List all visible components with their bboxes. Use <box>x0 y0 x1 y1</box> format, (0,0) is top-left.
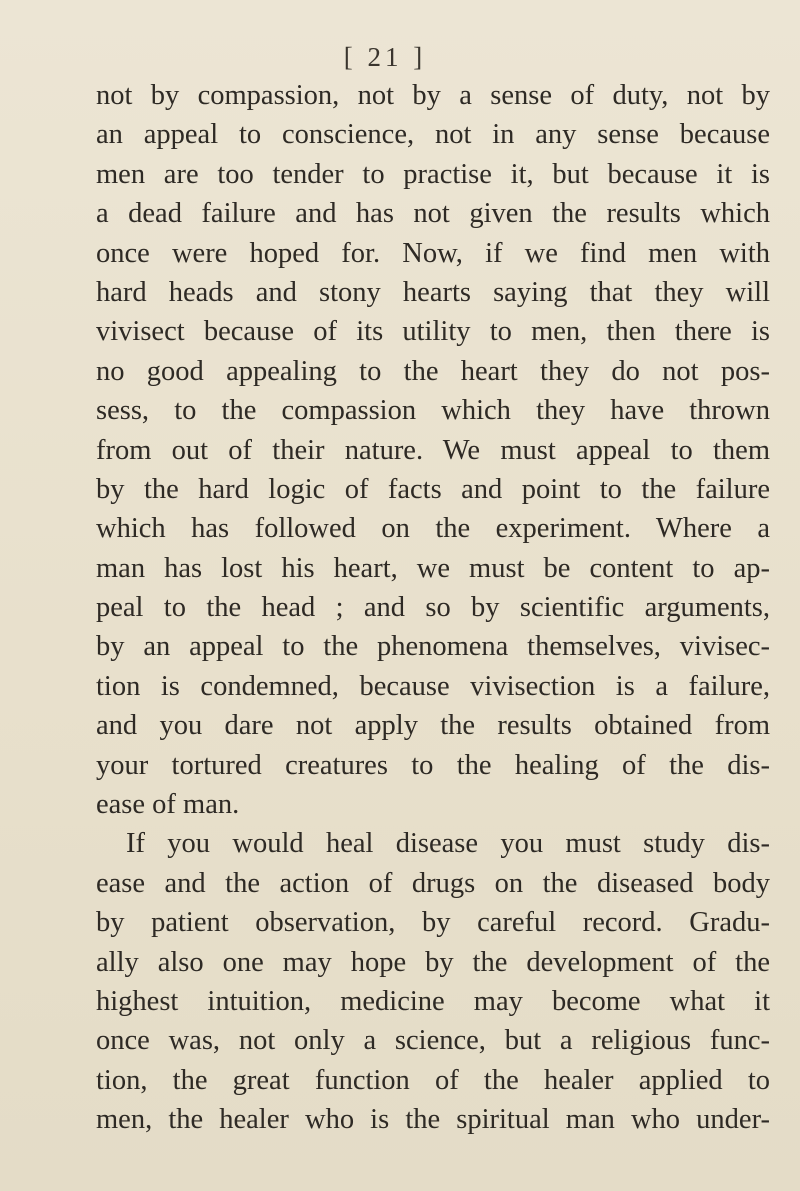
text-line: man has lost his heart, we must be content to ap- <box>96 552 770 584</box>
text-line: hard heads and stony hearts saying that they will <box>96 276 770 308</box>
text-line: by the hard logic of facts and point to the failure <box>96 473 770 505</box>
text-line: men, the healer who is the spiritual man who under- <box>96 1104 770 1136</box>
text-line: men are too tender to practise it, but because it is <box>96 158 770 190</box>
text-line: tion, the great function of the healer applied to <box>96 1064 770 1096</box>
text-line: once was, not only a science, but a religious func- <box>96 1025 770 1057</box>
text-line: peal to the head ; and so by scientific arguments, <box>96 592 770 624</box>
text-line: vivisect because of its utility to men, then there is <box>96 316 770 348</box>
text-line: by an appeal to the phenomena themselves, vivisec- <box>96 631 770 663</box>
text-line: an appeal to conscience, not in any sense because <box>96 119 770 151</box>
text-line: sess, to the compassion which they have thrown <box>96 395 770 427</box>
text-line: highest intuition, medicine may become what it <box>96 985 770 1017</box>
text-line: not by compassion, not by a sense of duty, not by <box>96 80 770 111</box>
text-line: a dead failure and has not given the results which <box>96 198 770 230</box>
text-line: your tortured creatures to the healing of the dis- <box>96 749 770 781</box>
text-line: from out of their nature. We must appeal to them <box>96 434 770 466</box>
text-line: ease and the action of drugs on the diseased body <box>96 867 770 899</box>
text-line: no good appealing to the heart they do not pos- <box>96 355 770 387</box>
text-line: by patient observation, by careful record. Gradu- <box>96 907 770 939</box>
text-line: ally also one may hope by the development of the <box>96 946 770 978</box>
text-line: once were hoped for. Now, if we find men with <box>96 237 770 269</box>
text-line: tion is condemned, because vivisection is a failure, <box>96 670 770 702</box>
paragraph-start-line: If you would heal disease you must study dis- <box>126 828 770 860</box>
paragraph-end-line: ease of man. <box>96 789 240 821</box>
text-line: and you dare not apply the results obtained from <box>96 710 770 742</box>
text-line: which has followed on the experiment. Where a <box>96 513 770 545</box>
page-number: [ 21 ] <box>343 42 427 72</box>
body-text <box>96 76 770 1140</box>
